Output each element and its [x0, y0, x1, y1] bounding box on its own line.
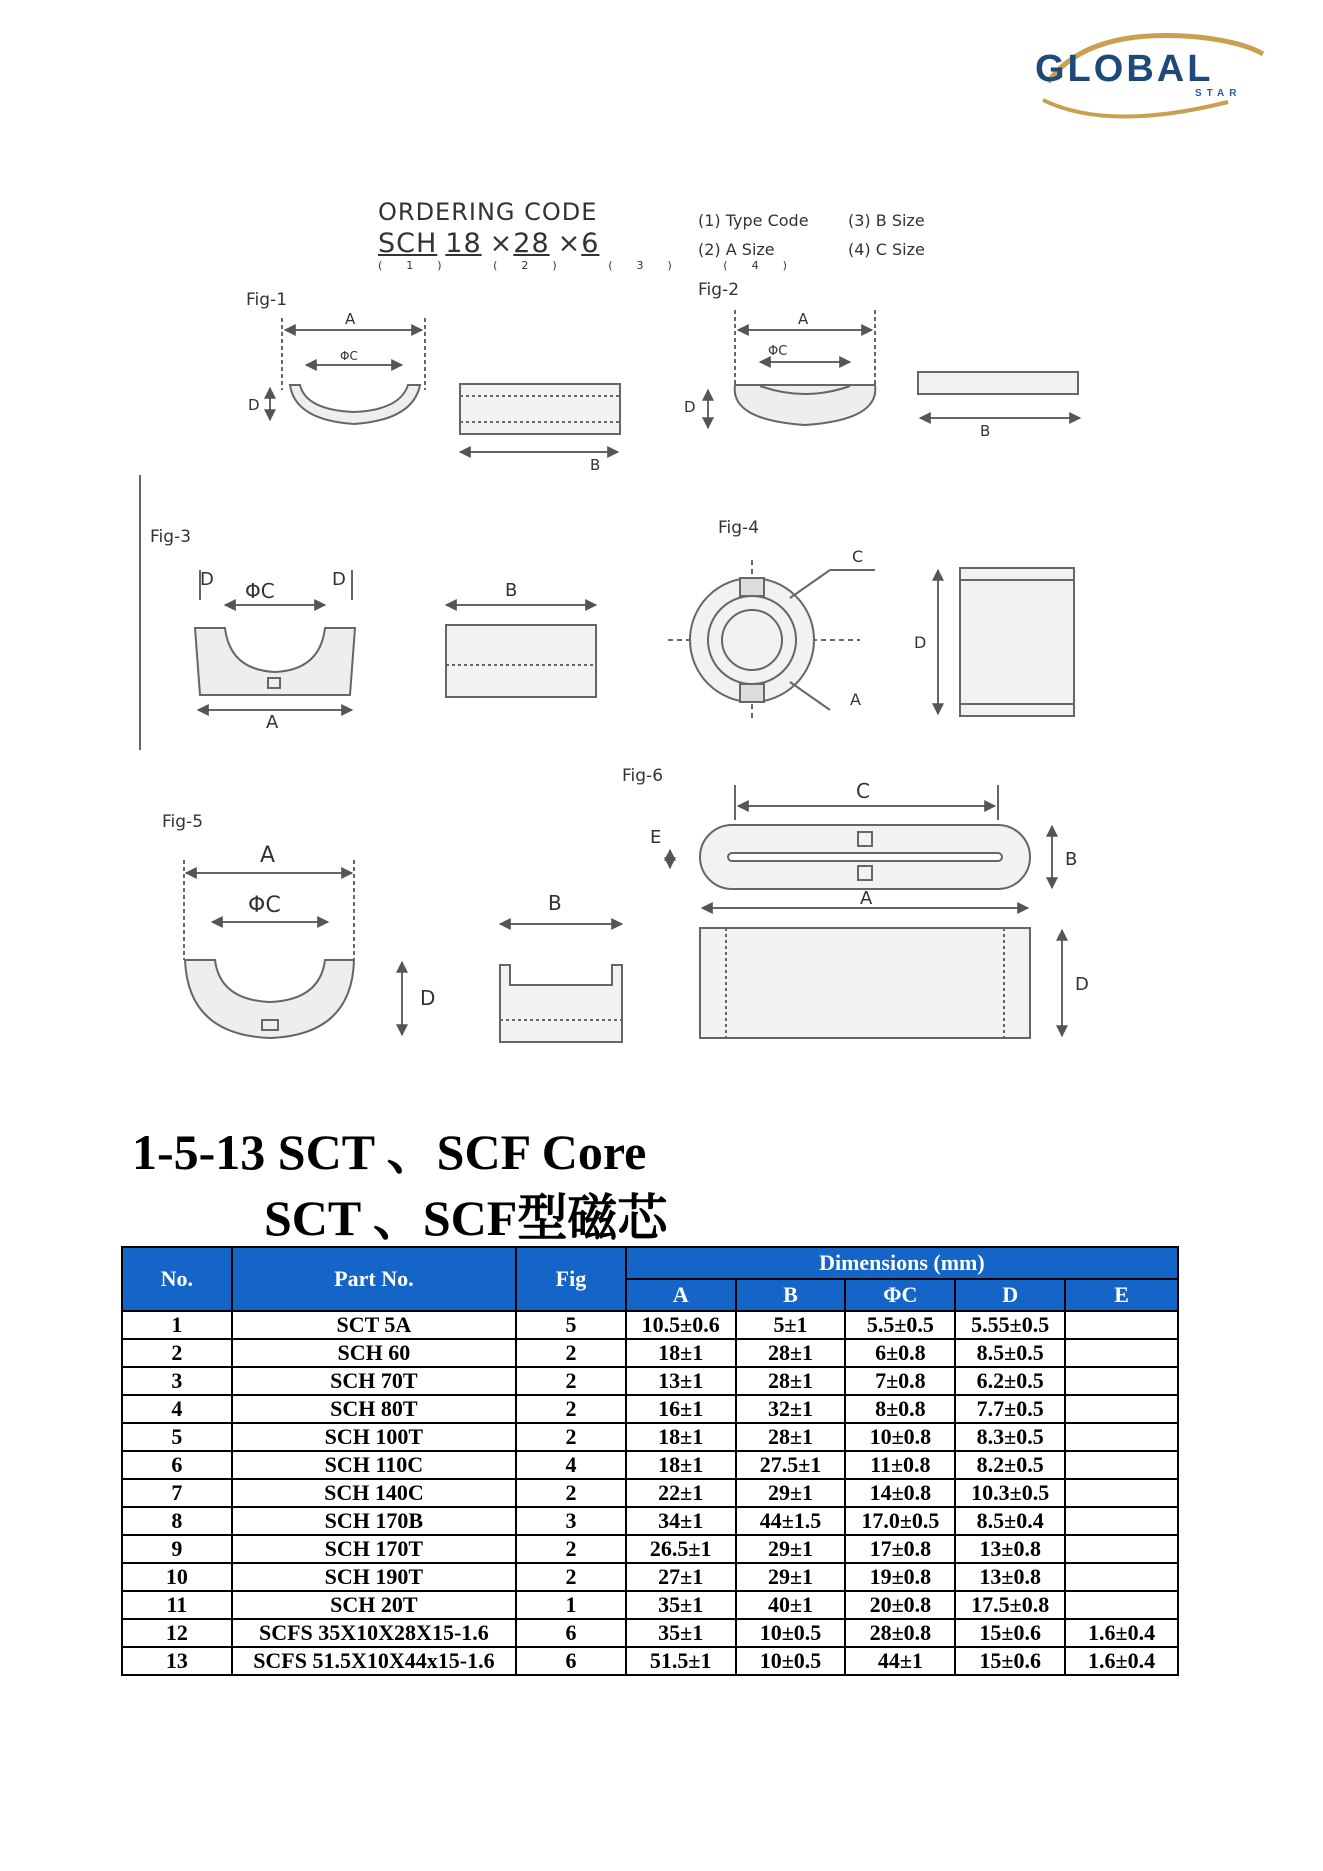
cell-no: 11 — [122, 1591, 232, 1619]
fig6-drawing — [650, 779, 1089, 1038]
svg-text:A: A — [798, 310, 809, 328]
header-b: B — [736, 1279, 846, 1311]
legend-c: (4) C Size — [848, 240, 925, 259]
cell-no: 4 — [122, 1395, 232, 1423]
header-d: D — [955, 1279, 1065, 1311]
cell-part-no: SCH 170B — [232, 1507, 516, 1535]
cell-c: 7±0.8 — [845, 1367, 955, 1395]
cell-e — [1065, 1339, 1178, 1367]
cell-fig: 2 — [516, 1563, 626, 1591]
code-num-3: (3) — [608, 259, 696, 272]
cell-fig: 6 — [516, 1619, 626, 1647]
cell-c: 11±0.8 — [845, 1451, 955, 1479]
svg-text:ΦC: ΦC — [340, 349, 358, 363]
cell-d: 5.55±0.5 — [955, 1311, 1065, 1339]
cell-c: 8±0.8 — [845, 1395, 955, 1423]
cell-a: 18±1 — [626, 1339, 736, 1367]
fig5-drawing — [184, 843, 622, 1042]
cell-c: 19±0.8 — [845, 1563, 955, 1591]
svg-text:B: B — [548, 891, 562, 915]
cell-part-no: SCH 170T — [232, 1535, 516, 1563]
cell-d: 15±0.6 — [955, 1619, 1065, 1647]
cell-b: 10±0.5 — [736, 1647, 846, 1675]
cell-fig: 1 — [516, 1591, 626, 1619]
cell-b: 10±0.5 — [736, 1619, 846, 1647]
svg-text:ΦC: ΦC — [245, 579, 275, 603]
table-row — [122, 1451, 1178, 1479]
code-num-2: (2) — [493, 259, 581, 272]
cell-a: 10.5±0.6 — [626, 1311, 736, 1339]
cell-no: 3 — [122, 1367, 232, 1395]
cell-part-no: SCH 80T — [232, 1395, 516, 1423]
cell-b: 28±1 — [736, 1367, 846, 1395]
table-row — [122, 1311, 1178, 1339]
cell-c: 20±0.8 — [845, 1591, 955, 1619]
cell-e — [1065, 1451, 1178, 1479]
cell-e — [1065, 1395, 1178, 1423]
cell-e: 1.6±0.4 — [1065, 1619, 1178, 1647]
logo-subtext: STAR — [1195, 88, 1242, 99]
cell-b: 40±1 — [736, 1591, 846, 1619]
legend-a: (2) A Size — [698, 240, 775, 259]
fig3-drawing — [140, 475, 596, 750]
svg-text:B: B — [980, 422, 991, 440]
code-num-1: (1) — [378, 259, 466, 272]
cell-c: 17.0±0.5 — [845, 1507, 955, 1535]
table-row — [122, 1619, 1178, 1647]
svg-text:A: A — [260, 843, 276, 868]
legend-type: (1) Type Code — [698, 211, 809, 230]
cell-b: 5±1 — [736, 1311, 846, 1339]
table-row — [122, 1339, 1178, 1367]
section-title-english: 1-5-13 SCT 、SCF Core — [132, 1124, 647, 1180]
cell-a: 18±1 — [626, 1423, 736, 1451]
fig1-label: Fig-1 — [246, 290, 288, 310]
fig4-drawing — [668, 547, 1074, 720]
table-row — [122, 1479, 1178, 1507]
cell-d: 13±0.8 — [955, 1535, 1065, 1563]
cell-c: 28±0.8 — [845, 1619, 955, 1647]
svg-text:C: C — [852, 547, 864, 566]
cell-d: 6.2±0.5 — [955, 1367, 1065, 1395]
code-times-2: × — [557, 228, 582, 259]
cell-part-no: SCFS 35X10X28X15-1.6 — [232, 1619, 516, 1647]
cell-c: 17±0.8 — [845, 1535, 955, 1563]
cell-d: 8.5±0.5 — [955, 1339, 1065, 1367]
cell-e — [1065, 1591, 1178, 1619]
cell-d: 17.5±0.8 — [955, 1591, 1065, 1619]
cell-fig: 4 — [516, 1451, 626, 1479]
cell-d: 15±0.6 — [955, 1647, 1065, 1675]
cell-no: 8 — [122, 1507, 232, 1535]
cell-a: 13±1 — [626, 1367, 736, 1395]
cell-c: 14±0.8 — [845, 1479, 955, 1507]
svg-text:D: D — [684, 398, 696, 416]
cell-e — [1065, 1563, 1178, 1591]
table-body — [122, 1311, 1178, 1675]
cell-c: 5.5±0.5 — [845, 1311, 955, 1339]
table-row — [122, 1535, 1178, 1563]
svg-text:D: D — [914, 633, 927, 652]
fig5-label: Fig-5 — [162, 812, 204, 832]
cell-a: 27±1 — [626, 1563, 736, 1591]
table-row — [122, 1423, 1178, 1451]
svg-text:A: A — [850, 690, 861, 709]
header-a: A — [626, 1279, 736, 1311]
code-c: 6 — [581, 228, 600, 259]
cell-b: 29±1 — [736, 1563, 846, 1591]
cell-fig: 2 — [516, 1395, 626, 1423]
cell-c: 10±0.8 — [845, 1423, 955, 1451]
table-row — [122, 1647, 1178, 1675]
cell-e — [1065, 1479, 1178, 1507]
svg-text:B: B — [505, 580, 518, 601]
cell-d: 13±0.8 — [955, 1563, 1065, 1591]
cell-b: 27.5±1 — [736, 1451, 846, 1479]
code-b: 28 — [513, 228, 550, 259]
cell-a: 18±1 — [626, 1451, 736, 1479]
cell-fig: 2 — [516, 1423, 626, 1451]
cell-part-no: SCFS 51.5X10X44x15-1.6 — [232, 1647, 516, 1675]
svg-text:E: E — [650, 827, 662, 848]
cell-d: 10.3±0.5 — [955, 1479, 1065, 1507]
header-e: E — [1065, 1279, 1178, 1311]
cell-b: 28±1 — [736, 1423, 846, 1451]
header-no: No. — [122, 1247, 232, 1311]
cell-part-no: SCH 70T — [232, 1367, 516, 1395]
cell-no: 12 — [122, 1619, 232, 1647]
fig1-drawing — [248, 310, 620, 474]
cell-e — [1065, 1367, 1178, 1395]
cell-a: 22±1 — [626, 1479, 736, 1507]
logo-text: GLOBAL — [1035, 48, 1214, 90]
cell-part-no: SCH 20T — [232, 1591, 516, 1619]
cell-e — [1065, 1311, 1178, 1339]
cell-a: 26.5±1 — [626, 1535, 736, 1563]
cell-part-no: SCH 60 — [232, 1339, 516, 1367]
cell-b: 29±1 — [736, 1535, 846, 1563]
header-dimensions: Dimensions (mm) — [626, 1247, 1178, 1279]
svg-text:A: A — [860, 888, 873, 909]
cell-d: 7.7±0.5 — [955, 1395, 1065, 1423]
cell-d: 8.3±0.5 — [955, 1423, 1065, 1451]
cell-e — [1065, 1507, 1178, 1535]
svg-text:D: D — [248, 396, 260, 414]
code-type: SCH — [378, 228, 438, 259]
section-title-chinese: SCT 、SCF型磁芯 — [264, 1190, 668, 1246]
svg-text:D: D — [1075, 974, 1089, 995]
header-fig: Fig — [516, 1247, 626, 1311]
svg-text:B: B — [590, 456, 601, 474]
svg-text:ΦC: ΦC — [248, 893, 281, 918]
cell-e — [1065, 1535, 1178, 1563]
cell-no: 6 — [122, 1451, 232, 1479]
fig4-label: Fig-4 — [718, 518, 760, 538]
cell-a: 35±1 — [626, 1619, 736, 1647]
code-times-1: × — [489, 228, 514, 259]
cell-b: 32±1 — [736, 1395, 846, 1423]
cell-e — [1065, 1423, 1178, 1451]
svg-text:C: C — [856, 779, 870, 803]
cell-fig: 2 — [516, 1479, 626, 1507]
cell-d: 8.2±0.5 — [955, 1451, 1065, 1479]
table-row — [122, 1367, 1178, 1395]
cell-a: 34±1 — [626, 1507, 736, 1535]
fig2-label: Fig-2 — [698, 280, 740, 300]
cell-b: 44±1.5 — [736, 1507, 846, 1535]
cell-part-no: SCH 110C — [232, 1451, 516, 1479]
cell-fig: 6 — [516, 1647, 626, 1675]
table-row — [122, 1395, 1178, 1423]
cell-fig: 3 — [516, 1507, 626, 1535]
cell-a: 35±1 — [626, 1591, 736, 1619]
fig6-label: Fig-6 — [622, 766, 664, 786]
cell-fig: 2 — [516, 1535, 626, 1563]
fig3-label: Fig-3 — [150, 527, 192, 547]
cell-no: 2 — [122, 1339, 232, 1367]
header-part-no: Part No. — [232, 1247, 516, 1311]
cell-no: 9 — [122, 1535, 232, 1563]
svg-text:D: D — [200, 569, 214, 590]
legend-b: (3) B Size — [848, 211, 925, 230]
cell-c: 6±0.8 — [845, 1339, 955, 1367]
cell-no: 1 — [122, 1311, 232, 1339]
svg-text:ΦC: ΦC — [768, 344, 788, 359]
svg-text:D: D — [420, 986, 436, 1010]
svg-text:D: D — [332, 569, 346, 590]
table-row — [122, 1563, 1178, 1591]
cell-no: 13 — [122, 1647, 232, 1675]
cell-b: 28±1 — [736, 1339, 846, 1367]
cell-a: 16±1 — [626, 1395, 736, 1423]
cell-no: 7 — [122, 1479, 232, 1507]
cell-no: 5 — [122, 1423, 232, 1451]
table-row — [122, 1507, 1178, 1535]
cell-a: 51.5±1 — [626, 1647, 736, 1675]
cell-part-no: SCT 5A — [232, 1311, 516, 1339]
fig2-drawing — [684, 310, 1080, 440]
cell-part-no: SCH 140C — [232, 1479, 516, 1507]
svg-text:A: A — [345, 310, 356, 328]
cell-e: 1.6±0.4 — [1065, 1647, 1178, 1675]
cell-part-no: SCH 190T — [232, 1563, 516, 1591]
cell-c: 44±1 — [845, 1647, 955, 1675]
cell-part-no: SCH 100T — [232, 1423, 516, 1451]
cell-fig: 2 — [516, 1339, 626, 1367]
cell-d: 8.5±0.4 — [955, 1507, 1065, 1535]
svg-text:A: A — [266, 712, 279, 733]
table-row — [122, 1591, 1178, 1619]
cell-fig: 5 — [516, 1311, 626, 1339]
code-a: 18 — [445, 228, 482, 259]
svg-text:B: B — [1065, 849, 1078, 870]
cell-no: 10 — [122, 1563, 232, 1591]
header-c: ΦC — [845, 1279, 955, 1311]
ordering-title: ORDERING CODE — [378, 198, 598, 226]
cell-b: 29±1 — [736, 1479, 846, 1507]
core-spec-table — [121, 1246, 1179, 1676]
cell-fig: 2 — [516, 1367, 626, 1395]
code-num-4: (4) — [723, 259, 811, 272]
